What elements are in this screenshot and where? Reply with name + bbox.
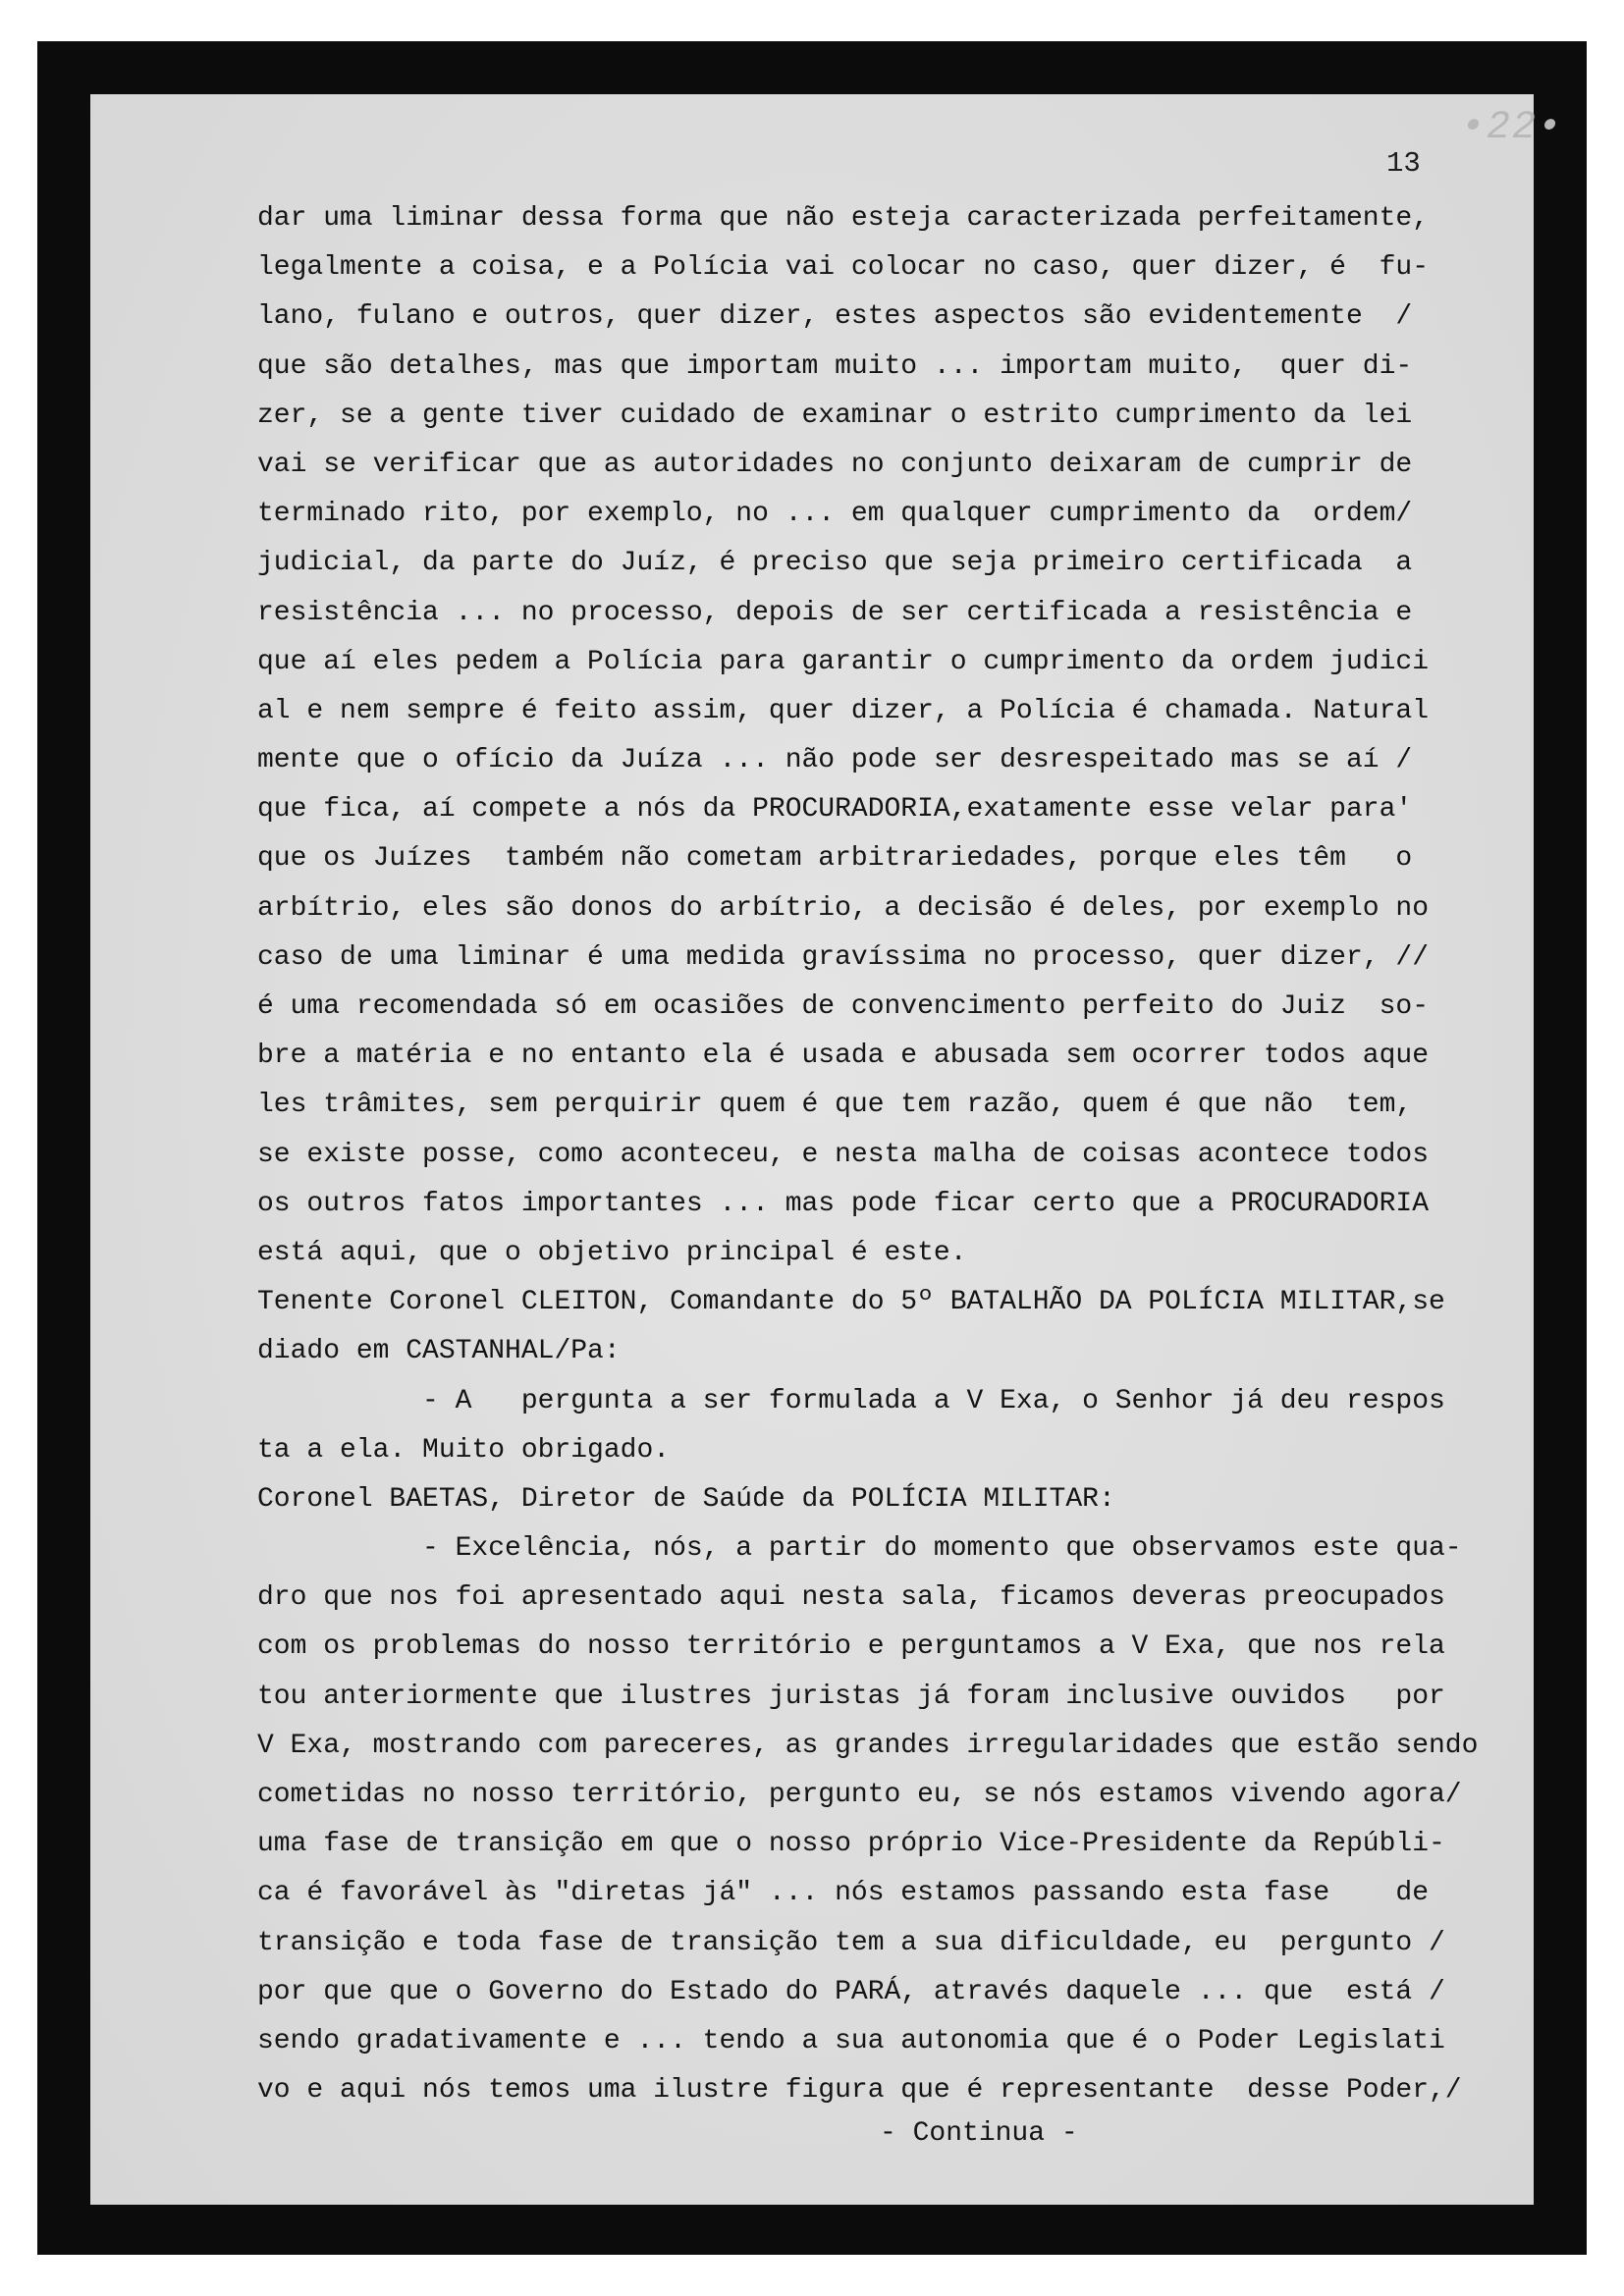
- text-line: por que que o Governo do Estado do PARÁ, através daquele ... que está /: [257, 1976, 1445, 2007]
- text-line: sendo gradativamente e ... tendo a sua autonomia que é o Poder Legislati: [257, 2025, 1445, 2056]
- text-line: tou anteriormente que ilustres juristas já foram inclusive ouvidos por: [257, 1681, 1445, 1712]
- text-line: transição e toda fase de transição tem a sua dificuldade, eu pergunto /: [257, 1927, 1445, 1958]
- text-line: uma fase de transição em que o nosso próprio Vice-Presidente da Repúbli-: [257, 1829, 1445, 1860]
- text-line: que são detalhes, mas que importam muito ... importam muito, quer di-: [257, 350, 1413, 382]
- text-line: é uma recomendada só em ocasiões de convencimento perfeito do Juiz so-: [257, 991, 1429, 1022]
- text-line: que os Juízes também não cometam arbitrariedades, porque eles têm o: [257, 843, 1413, 875]
- speaker-line: diado em CASTANHAL/Pa:: [257, 1336, 621, 1367]
- text-line: terminado rito, por exemplo, no ... em qualquer cumprimento da ordem/: [257, 499, 1413, 530]
- text-line: com os problemas do nosso território e perguntamos a V Exa, que nos rela: [257, 1631, 1445, 1663]
- text-line: ca é favorável às "diretas já" ... nós estamos passando esta fase de: [257, 1878, 1429, 1909]
- text-line: se existe posse, como aconteceu, e nesta malha de coisas acontece todos: [257, 1139, 1429, 1170]
- text-line: zer, se a gente tiver cuidado de examinar o estrito cumprimento da lei: [257, 400, 1413, 431]
- text-line: dro que nos foi apresentado aqui nesta sala, ficamos deveras preocupados: [257, 1582, 1445, 1614]
- text-line: al e nem sempre é feito assim, quer dizer, a Polícia é chamada. Natural: [257, 695, 1429, 726]
- continued-footer: - Continua -: [880, 2118, 1078, 2149]
- text-line: os outros fatos importantes ... mas pode ficar certo que a PROCURADORIA: [257, 1188, 1429, 1219]
- text-line: que aí eles pedem a Polícia para garantir o cumprimento da ordem judici: [257, 646, 1429, 677]
- text-line: bre a matéria e no entanto ela é usada e abusada sem ocorrer todos aque: [257, 1041, 1429, 1072]
- page-stamp: •22•: [1461, 106, 1564, 150]
- text-line: resistência ... no processo, depois de ser certificada a resistência e: [257, 597, 1413, 628]
- body-text: [257, 194, 1534, 2115]
- speaker-line: Coronel BAETAS, Diretor de Saúde da POLÍCIA MILITAR:: [257, 1483, 1115, 1515]
- text-line: ta a ela. Muito obrigado.: [257, 1434, 671, 1466]
- text-line: les trâmites, sem perquirir quem é que tem razão, quem é que não tem,: [257, 1090, 1413, 1121]
- text-line: que fica, aí compete a nós da PROCURADORIA,exatamente esse velar para': [257, 794, 1413, 826]
- text-line: arbítrio, eles são donos do arbítrio, a decisão é deles, por exemplo no: [257, 892, 1429, 924]
- text-line: - A pergunta a ser formulada a V Exa, o Senhor já deu respos: [257, 1385, 1445, 1416]
- text-line: judicial, da parte do Juíz, é preciso que seja primeiro certificada a: [257, 548, 1413, 579]
- text-line: caso de uma liminar é uma medida gravíssima no processo, quer dizer, //: [257, 941, 1429, 973]
- text-line: cometidas no nosso território, pergunto eu, se nós estamos vivendo agora/: [257, 1780, 1462, 1810]
- text-line: vai se verificar que as autoridades no conjunto deixaram de cumprir de: [257, 449, 1413, 480]
- text-line: dar uma liminar dessa forma que não esteja caracterizada perfeitamente,: [257, 203, 1429, 234]
- speaker-line: Tenente Coronel CLEITON, Comandante do 5º BATALHÃO DA POLÍCIA MILITAR,se: [257, 1287, 1445, 1318]
- page-number: 13: [1386, 147, 1421, 180]
- text-line: - Excelência, nós, a partir do momento que observamos este qua-: [257, 1533, 1462, 1565]
- text-line: lano, fulano e outros, quer dizer, estes aspectos são evidentemente /: [257, 301, 1413, 333]
- text-line: está aqui, que o objetivo principal é este.: [257, 1237, 967, 1268]
- text-line: V Exa, mostrando com pareceres, as grandes irregularidades que estão sendo: [257, 1730, 1479, 1761]
- text-line: legalmente a coisa, e a Polícia vai colocar no caso, quer dizer, é fu-: [257, 252, 1429, 284]
- text-line: mente que o ofício da Juíza ... não pode ser desrespeitado mas se aí /: [257, 745, 1413, 776]
- text-line: vo e aqui nós temos uma ilustre figura que é representante desse Poder,/: [257, 2075, 1462, 2107]
